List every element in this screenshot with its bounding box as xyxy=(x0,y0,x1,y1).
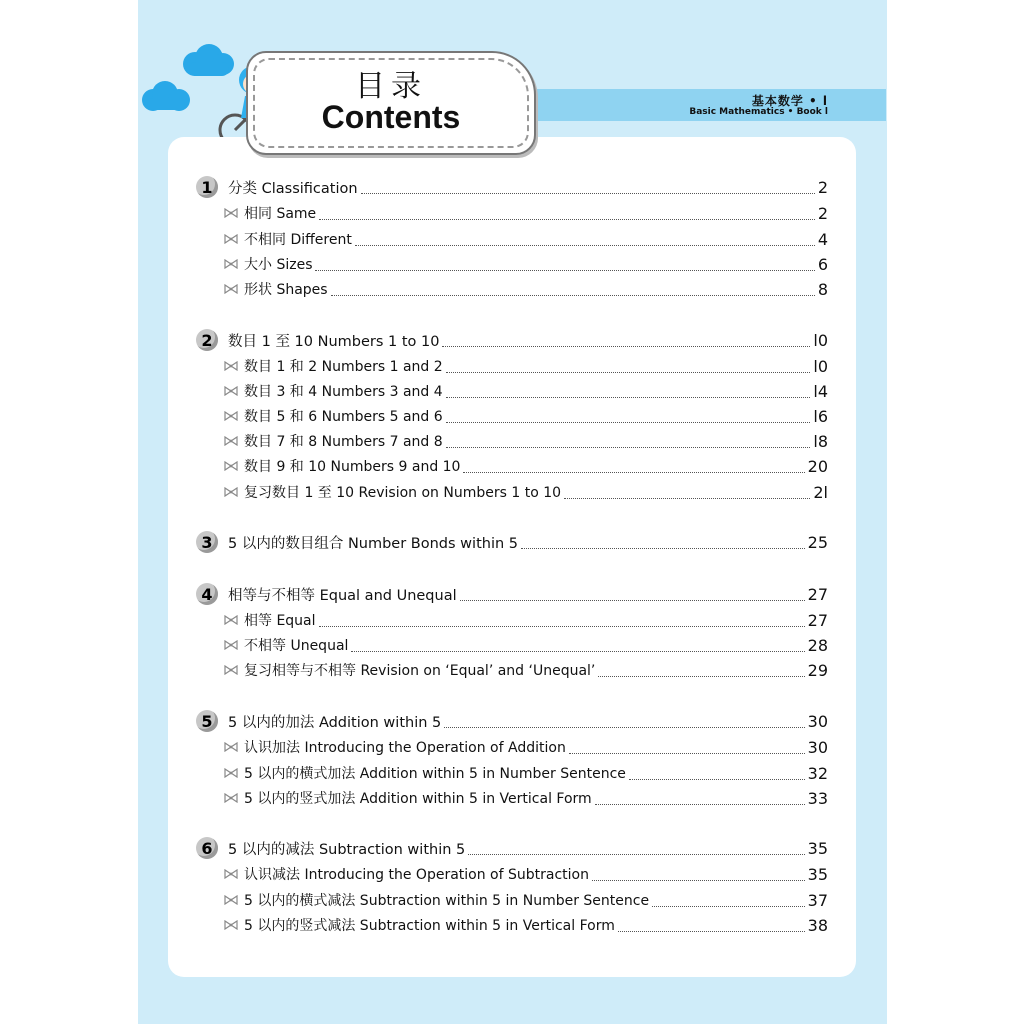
toc-chapter-row[interactable] xyxy=(196,175,828,199)
page-number: 4 xyxy=(817,229,828,249)
page-number: 38 xyxy=(807,915,828,935)
toc-section-row[interactable] xyxy=(196,227,828,251)
bow-bullet-icon xyxy=(224,742,240,752)
chapter-title: 5 以内的数目组合 Number Bonds within 5 xyxy=(228,535,518,552)
dot-leader xyxy=(652,893,805,907)
dot-leader xyxy=(564,485,810,499)
page-number: 20 xyxy=(807,456,828,476)
toc-section-row[interactable] xyxy=(196,761,828,785)
dot-leader xyxy=(521,535,805,549)
bow-bullet-icon xyxy=(224,640,240,650)
toc-section-row[interactable] xyxy=(196,379,828,403)
section-title: 认识加法 Introducing the Operation of Addition xyxy=(244,740,566,756)
bow-bullet-icon xyxy=(224,386,240,396)
page-number: 30 xyxy=(807,711,828,731)
section-title: 大小 Sizes xyxy=(244,257,313,273)
section-title: 5 以内的横式加法 Addition within 5 in Number Sentence xyxy=(244,766,626,782)
bow-bullet-icon xyxy=(224,411,240,421)
header-band xyxy=(533,89,886,121)
dot-leader xyxy=(319,206,815,220)
page-number: 35 xyxy=(807,864,828,884)
contents-title-box xyxy=(246,51,536,155)
page-number: 32 xyxy=(807,763,828,783)
section-title: 相同 Same xyxy=(244,206,317,222)
page-number: 2 xyxy=(817,177,828,197)
section-title: 5 以内的竖式减法 Subtraction within 5 in Vertical Form xyxy=(244,918,615,934)
bow-bullet-icon xyxy=(224,234,240,244)
page-number: 27 xyxy=(807,610,828,630)
dot-leader xyxy=(618,918,805,932)
bow-bullet-icon xyxy=(224,259,240,269)
section-title: 认识减法 Introducing the Operation of Subtraction xyxy=(244,867,589,883)
section-title: 数目 3 和 4 Numbers 3 and 4 xyxy=(244,384,443,400)
toc-chapter-row[interactable] xyxy=(196,709,828,733)
page-number: l4 xyxy=(813,381,828,401)
dot-leader xyxy=(315,257,814,271)
page-number: 30 xyxy=(807,737,828,757)
section-title: 数目 7 和 8 Numbers 7 and 8 xyxy=(244,434,443,450)
toc-section-row[interactable] xyxy=(196,735,828,759)
bow-bullet-icon xyxy=(224,487,240,497)
toc-section-row[interactable] xyxy=(196,404,828,428)
toc-chapter-row[interactable] xyxy=(196,582,828,606)
toc-section-row[interactable] xyxy=(196,252,828,276)
dot-leader xyxy=(446,409,811,423)
toc-section-row[interactable] xyxy=(196,429,828,453)
bow-bullet-icon xyxy=(224,615,240,625)
toc-section-row[interactable] xyxy=(196,480,828,504)
section-title: 数目 1 和 2 Numbers 1 and 2 xyxy=(244,359,443,375)
dot-leader xyxy=(442,333,810,347)
dot-leader xyxy=(629,766,805,780)
page-title-cn: 目录 xyxy=(355,69,427,104)
toc-section-row[interactable] xyxy=(196,862,828,886)
page-number: 6 xyxy=(817,254,828,274)
dot-leader xyxy=(463,459,804,473)
dot-leader xyxy=(319,613,805,627)
page-number: l6 xyxy=(813,406,828,426)
header-title-en: Basic Mathematics • Book l xyxy=(689,107,828,117)
dot-leader xyxy=(446,384,811,398)
toc-section-row[interactable] xyxy=(196,913,828,937)
toc-chapter-row[interactable] xyxy=(196,328,828,352)
section-title: 相等 Equal xyxy=(244,613,316,629)
toc-section-row[interactable] xyxy=(196,277,828,301)
bow-bullet-icon xyxy=(224,920,240,930)
chapter-number-badge: 1 xyxy=(196,176,218,198)
section-title: 5 以内的竖式加法 Addition within 5 in Vertical Form xyxy=(244,791,592,807)
chapter-title: 5 以内的加法 Addition within 5 xyxy=(228,714,442,731)
section-title: 5 以内的横式减法 Subtraction within 5 in Number Sentence xyxy=(244,893,650,909)
page-number: l8 xyxy=(813,431,828,451)
dot-leader xyxy=(460,587,805,601)
dot-leader xyxy=(331,282,815,296)
dot-leader xyxy=(361,180,815,194)
toc-section-row[interactable] xyxy=(196,608,828,632)
toc-chapter-row[interactable] xyxy=(196,836,828,860)
section-title: 不相同 Different xyxy=(244,232,352,248)
page-number: l0 xyxy=(813,330,828,350)
section-title: 复习数目 1 至 10 Revision on Numbers 1 to 10 xyxy=(244,485,562,501)
chapter-title: 分类 Classification xyxy=(228,180,358,197)
toc-chapter-row[interactable] xyxy=(196,530,828,554)
chapter-title: 相等与不相等 Equal and Unequal xyxy=(228,587,457,604)
header-title-cn: 基本数学 • l xyxy=(751,94,828,108)
section-title: 复习相等与不相等 Revision on ‘Equal’ and ‘Unequal’ xyxy=(244,663,596,679)
chapter-number-badge: 6 xyxy=(196,837,218,859)
dot-leader xyxy=(468,841,804,855)
toc-section-row[interactable] xyxy=(196,786,828,810)
toc-section-row[interactable] xyxy=(196,658,828,682)
page-number: l0 xyxy=(813,356,828,376)
page-number: 37 xyxy=(807,890,828,910)
dot-leader xyxy=(592,867,805,881)
dot-leader xyxy=(444,714,804,728)
page-number: 35 xyxy=(807,838,828,858)
bow-bullet-icon xyxy=(224,436,240,446)
section-title: 数目 5 和 6 Numbers 5 and 6 xyxy=(244,409,443,425)
bow-bullet-icon xyxy=(224,895,240,905)
toc-section-row[interactable] xyxy=(196,454,828,478)
page-number: 2l xyxy=(813,482,828,502)
chapter-title: 数目 1 至 10 Numbers 1 to 10 xyxy=(228,333,440,350)
page-number: 27 xyxy=(807,584,828,604)
dot-leader xyxy=(351,638,804,652)
page-number: 33 xyxy=(807,788,828,808)
bow-bullet-icon xyxy=(224,665,240,675)
chapter-title: 5 以内的减法 Subtraction within 5 xyxy=(228,841,466,858)
bow-bullet-icon xyxy=(224,461,240,471)
page-number: 28 xyxy=(807,635,828,655)
bow-bullet-icon xyxy=(224,284,240,294)
bow-bullet-icon xyxy=(224,793,240,803)
page-title-en: Contents xyxy=(321,99,461,135)
dot-leader xyxy=(598,663,804,677)
bow-bullet-icon xyxy=(224,361,240,371)
bow-bullet-icon xyxy=(224,869,240,879)
toc-section-row[interactable] xyxy=(196,888,828,912)
section-title: 不相等 Unequal xyxy=(244,638,349,654)
section-title: 形状 Shapes xyxy=(244,282,328,298)
page-number: 2 xyxy=(817,203,828,223)
bow-bullet-icon xyxy=(224,768,240,778)
toc-section-row[interactable] xyxy=(196,633,828,657)
chapter-number-badge: 5 xyxy=(196,710,218,732)
dot-leader xyxy=(595,791,805,805)
chapter-number-badge: 2 xyxy=(196,329,218,351)
chapter-number-badge: 4 xyxy=(196,583,218,605)
dot-leader xyxy=(569,740,805,754)
dot-leader xyxy=(446,359,811,373)
dot-leader xyxy=(355,232,815,246)
page-number: 29 xyxy=(807,660,828,680)
chapter-number-badge: 3 xyxy=(196,531,218,553)
page-number: 25 xyxy=(807,532,828,552)
dot-leader xyxy=(446,434,811,448)
toc-section-row[interactable] xyxy=(196,354,828,378)
bow-bullet-icon xyxy=(224,208,240,218)
page-number: 8 xyxy=(817,279,828,299)
toc-section-row[interactable] xyxy=(196,201,828,225)
section-title: 数目 9 和 10 Numbers 9 and 10 xyxy=(244,459,461,475)
